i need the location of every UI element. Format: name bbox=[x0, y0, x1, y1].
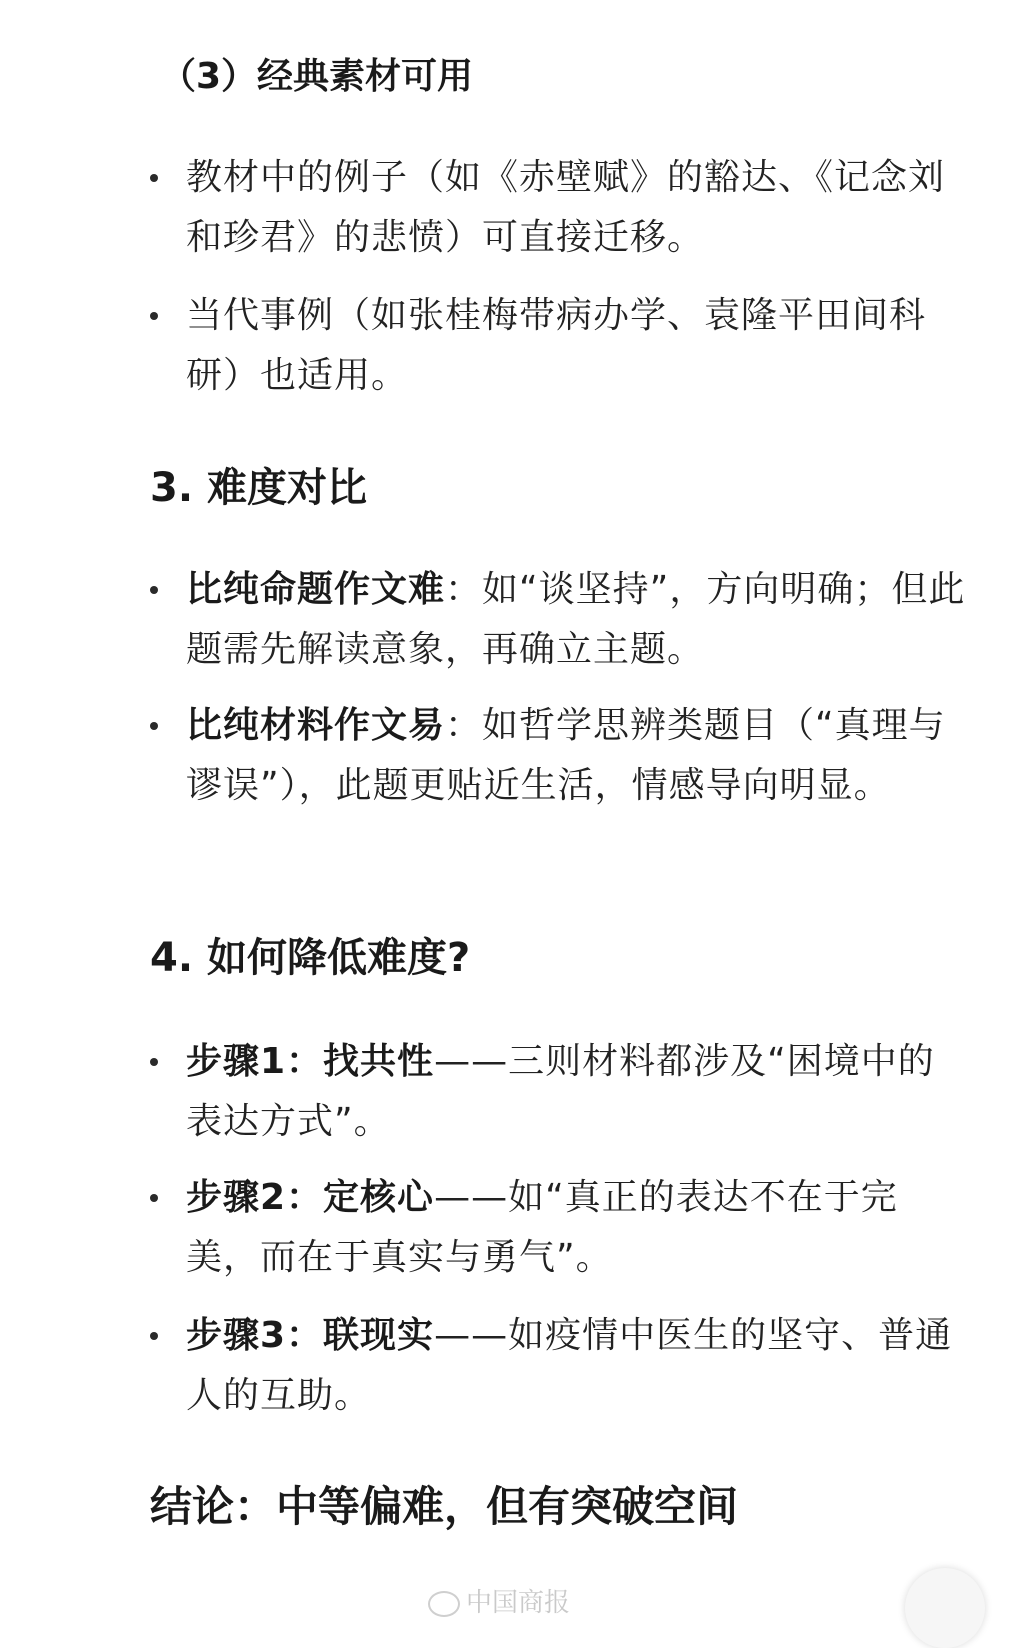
bullet-text: ——如“真正的表达不在于完美，而在于真实与勇气”。 bbox=[186, 1177, 898, 1278]
bullet-dot-icon bbox=[150, 586, 158, 594]
bullet-dot-icon bbox=[150, 1058, 158, 1066]
watermark bbox=[428, 1582, 570, 1619]
section-heading-difficulty: 3. 难度对比 bbox=[150, 465, 367, 511]
bullet-bold: 比纯材料作文易 bbox=[186, 705, 446, 746]
bullet-bold: 比纯命题作文难 bbox=[186, 569, 446, 610]
bullet-dot-icon bbox=[150, 722, 158, 730]
bullet-bold: 步骤1：找共性 bbox=[186, 1041, 435, 1082]
conclusion-heading: 结论：中等偏难，但有突破空间 bbox=[150, 1482, 739, 1531]
bullet-dot-icon bbox=[150, 312, 158, 320]
watermark-text: 中国商报 bbox=[466, 1588, 571, 1618]
subheading-classic-materials: （3）经典素材可用 bbox=[160, 56, 474, 97]
bullet-text: ——如疫情中医生的坚守、普通人的互助。 bbox=[186, 1315, 953, 1416]
bullet-text: 当代事例（如张桂梅带病办学、袁隆平田间科研）也适用。 bbox=[186, 295, 927, 396]
bullet-bold: 步骤2：定核心 bbox=[186, 1177, 435, 1218]
section-heading-lower-difficulty: 4. 如何降低难度? bbox=[150, 935, 471, 981]
bullet-dot-icon bbox=[150, 174, 158, 182]
bullet-dot-icon bbox=[150, 1194, 158, 1202]
bullet-text: ：如哲学思辨类题目（“真理与谬误”），此题更贴近生活，情感导向明显。 bbox=[186, 705, 946, 806]
floating-action-button[interactable] bbox=[905, 1568, 985, 1648]
bullet-text: ——三则材料都涉及“困境中的表达方式”。 bbox=[186, 1041, 935, 1142]
bullet-dot-icon bbox=[150, 1332, 158, 1340]
bullet-text: ：如“谈坚持”，方向明确；但此题需先解读意象，再确立主题。 bbox=[186, 569, 966, 670]
bullet-bold: 步骤3：联现实 bbox=[186, 1315, 435, 1356]
weibo-icon bbox=[428, 1591, 460, 1617]
bullet-text: 教材中的例子（如《赤壁赋》的豁达、《记念刘和珍君》的悲愤）可直接迁移。 bbox=[186, 157, 946, 258]
